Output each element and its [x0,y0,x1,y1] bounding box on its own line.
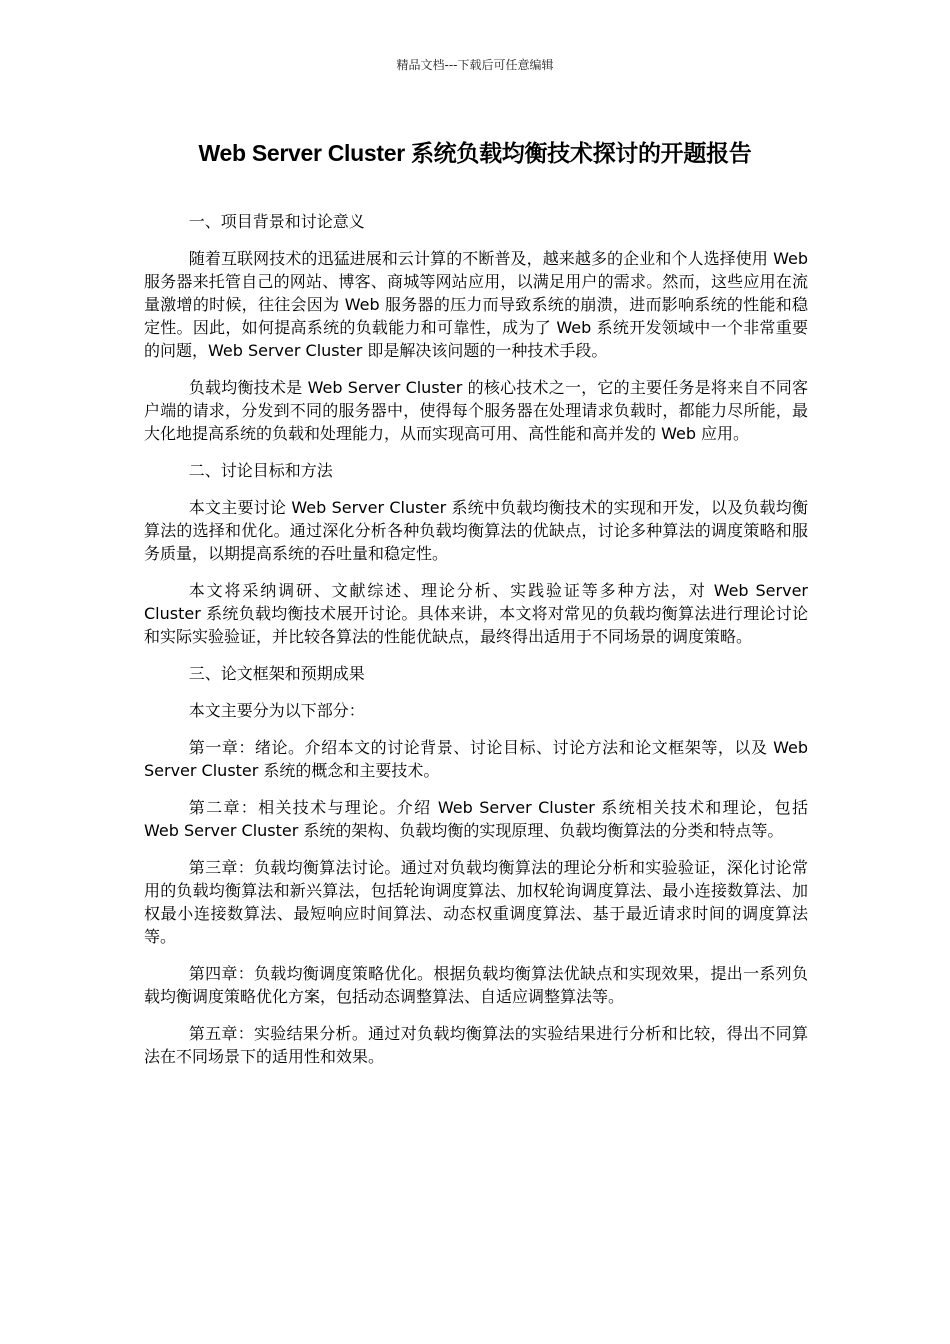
document-body [144,210,808,1082]
chapter-item: 第一章：绪论。介绍本文的讨论背景、讨论目标、讨论方法和论文框架等，以及 Web Server Cluster 系统的概念和主要技术。 [144,738,808,780]
paragraph: 负载均衡技术是 Web Server Cluster 的核心技术之一，它的主要任务是将来自不同客户端的请求，分发到不同的服务器中，使得每个服务器在处理请求负载时，都能力尽所能，最大化地提高系统的负载和处理能力，从而实现高可用、高性能和高并发的 Web 应用。 [144,378,808,443]
section-heading-framework: 三、论文框架和预期成果 [188,664,365,683]
chapter-item: 第四章：负载均衡调度策略优化。根据负载均衡算法优缺点和实现效果，提出一系列负载均衡调度策略优化方案，包括动态调整算法、自适应调整算法等。 [144,964,808,1006]
document-title: Web Server Cluster 系统负载均衡技术探讨的开题报告 [198,140,752,166]
page-header: 精品文档---下载后可任意编辑 [396,58,554,72]
section-heading-goals: 二、讨论目标和方法 [188,461,333,480]
paragraph: 本文将采纳调研、文献综述、理论分析、实践验证等多种方法，对 Web Server Cluster 系统负载均衡技术展开讨论。具体来讲，本文将对常见的负载均衡算法进行理论讨论和实际实验验证，并比较各算法的性能优缺点，最终得出适用于不同场景的调度策略。 [144,581,808,646]
chapter-item: 第二章：相关技术与理论。介绍 Web Server Cluster 系统相关技术和理论，包括 Web Server Cluster 系统的架构、负载均衡的实现原理、负载均衡算法的分类和特点等。 [144,798,808,840]
chapter-item: 第三章：负载均衡算法讨论。通过对负载均衡算法的理论分析和实验验证，深化讨论常用的负载均衡算法和新兴算法，包括轮询调度算法、加权轮询调度算法、最小连接数算法、加权最小连接数算法、最短响应时间算法、动态权重调度算法、基于最近请求时间的调度算法等。 [144,858,808,946]
paragraph: 本文主要分为以下部分： [188,701,365,720]
paragraph: 本文主要讨论 Web Server Cluster 系统中负载均衡技术的实现和开发，以及负载均衡算法的选择和优化。通过深化分析各种负载均衡算法的优缺点，讨论多种算法的调度策略和服务质量，以期提高系统的吞吐量和稳定性。 [144,498,808,563]
chapter-item: 第五章：实验结果分析。通过对负载均衡算法的实验结果进行分析和比较，得出不同算法在不同场景下的适用性和效果。 [144,1024,808,1066]
section-heading-background: 一、项目背景和讨论意义 [188,212,365,231]
paragraph: 随着互联网技术的迅猛进展和云计算的不断普及，越来越多的企业和个人选择使用 Web 服务器来托管自己的网站、博客、商城等网站应用，以满足用户的需求。然而，这些应用在流量激增的时候，往往会因为 Web 服务器的压力而导致系统的崩溃，进而影响系统的性能和稳定性。因此，如何提高系统的负载能力和可靠性，成为了 Web 系统开发领域中一个非常重要的问题，Web Server Cluster 即是解决该问题的一种技术手段。 [144,249,808,360]
